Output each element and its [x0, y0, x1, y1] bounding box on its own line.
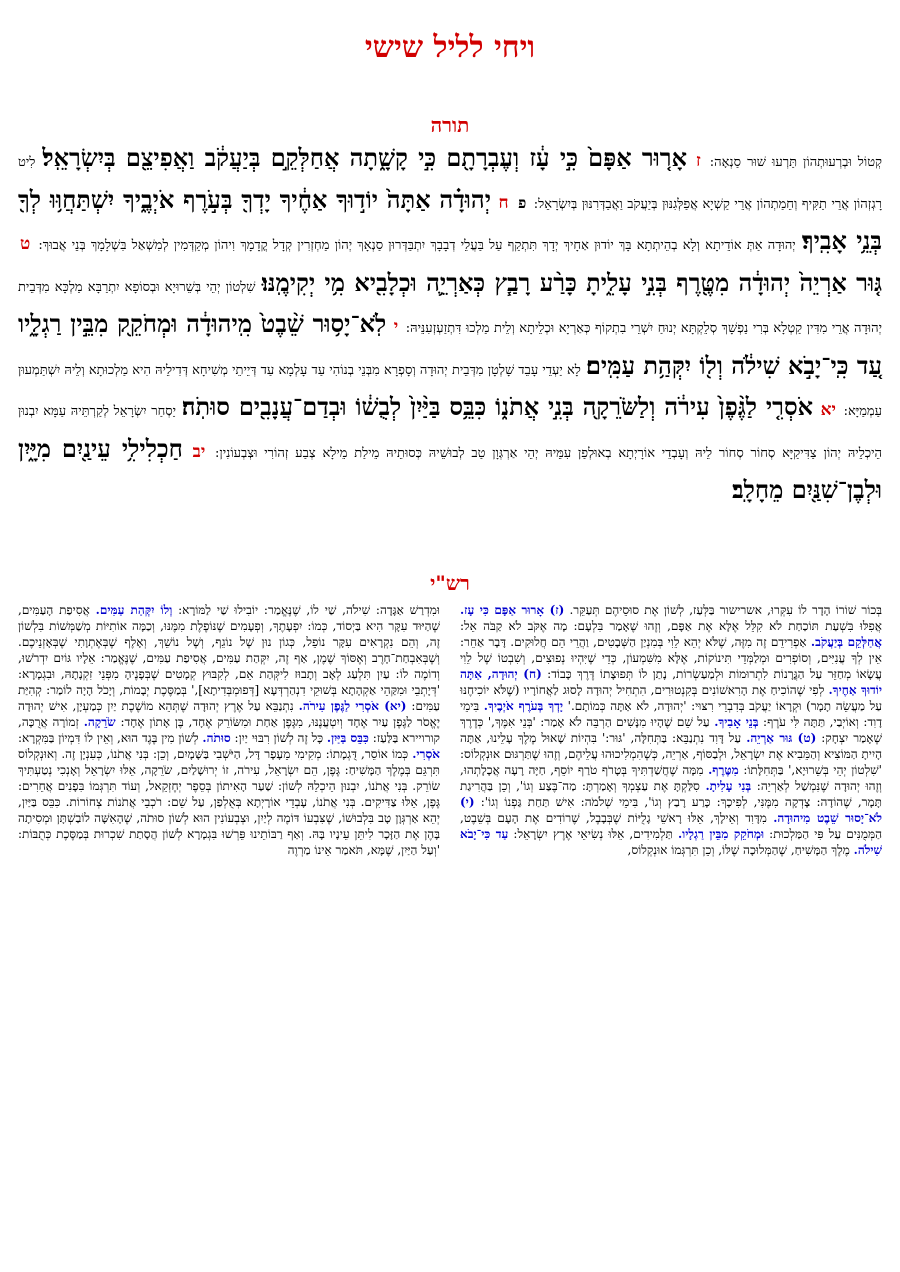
rashi-comment: סִלַּקְתָּ אֶת עַצְמְךָ וְאָמַרְתָּ: מַה־בֶּצַע וְגוֹ', וְכֵן בַּהֲרִיגַת תָּמָר, שֶׁהוֹדָה: צָדְקָה מִמֶּנִּי, לְפִיכָךְ: כָּרַע רָבַץ וְגוֹ', בִּימֵי שְׁלֹמֹה: אִישׁ תַּחַת גַּפְנוֹ וְגוֹ':: [460, 779, 882, 809]
rashi-commentary: [18, 602, 882, 1264]
rashi-comment: מֶלֶךְ הַמָּשִׁיחַ, שֶׁהַמְּלוּכָה שֶׁלּוֹ, וְכֵן תִּרְגְּמוֹ אוּנְקְלוֹס,: [627, 843, 850, 857]
rashi-comment: מִמָּה שֶׁחֲשַׁדְתִּיךָ בְּטָרֹף טֹרַף יוֹסֵף, חַיָּה רָעָה אֲכָלָתְהוּ, וְזֶהוּ יְהוּדָה שֶׁנִּמְשַׁל לְאַרְיֵה:: [460, 763, 882, 793]
torah-text: [18, 140, 882, 512]
rashi-heading-phrase: סוּתֹה.: [202, 731, 231, 745]
targum-text: קְטוֹל וּבְרְעוּתְהוֹן תַּרְעוּ שׁוּר סַנְאָה:: [709, 155, 883, 170]
rashi-comment: מִדָּוִד וְאֵילָךְ, אֵלּוּ רָאשֵׁי גָלֻיּוֹת שֶׁבְּבָבֶל, שֶׁרוֹדִים אֶת הָעָם בְּשֵׁבֶט, הַמְּמֻנִּים עַל פִּי הַמַּלְכוּת:: [460, 811, 882, 841]
rashi-heading-phrase: כִּבֵּס בַּיַּיִן.: [326, 731, 369, 745]
rashi-column-right: [460, 602, 882, 1264]
page-title: ויחי לליל שישי: [364, 30, 536, 65]
targum-text: שִׁלְטוֹן יְהֵי בְּשֵׁרוּיָא וּבְסוֹפָא יִתְרַבָּא מַלְכָּא מִדְּבֵית יְהוּדָה אֲרֵי מִדִּין קַטְלָא בְּרִי נַפְשָׁךְ סְלֵקְתָּא יְנוּחַ יִשְׁרֵי בִתְקוֹף כְּאַרְיָא וּכְלֵיתָא וְלֵית מַלְכוּ דִּתְזַעְזְעִנֵּיהּ:: [18, 279, 882, 336]
torah-heading: תורה: [430, 113, 470, 137]
rashi-comment: זְמוֹרָה אֲרֻכָּה, קורויירא בַּלַּעַז:: [18, 715, 440, 745]
rashi-comment: תַּלְמִידִים, אֵלּוּ נְשִׂיאֵי אֶרֶץ יִשְׂרָאֵל:: [513, 827, 673, 841]
verse-text: חַכְלִילִ֥י עֵינַ֖יִם מִיָּ֑יִן וּלְבֶן־שִׁנַּ֖יִם מֵחָלָֽב׃: [18, 433, 882, 504]
verse-number: יא: [820, 400, 837, 420]
rashi-column-left: [18, 602, 440, 1264]
rashi-comment: כְּמוֹ אוֹסֵר, דֻּגְמָתוֹ: מְקִימִי מֵעָפָר דָּל, הַיֹּשְׁבִי בַּשָּׁמָיִם, וְכֵן: בְּנִי אֲתֹנוֹ, כְּעִנְיָן זֶה. וְאוּנְקְלוֹס תִּרְגֵּם בְּמֶלֶךְ הַמָּשִׁיחַ: גֶּפֶן, הֵם יִשְׂרָאֵל, עִירֹה, זוֹ יְרוּשָׁלַיִם, שֹׂרֵקָה, אֵלּוּ יִשְׂרָאֵל וְאָנְכִי נְטַעְתִּיךְ שׂוֹרֵק. בְּנִי אֲתֹנוֹ, יִבְנוּן הֵיכְלֵהּ לְשׁוֹן: שַׁעַר הָאִיתוֹן בְּסֵפֶר יְחֶזְקֵאל, וְעוֹד תִּרְגְּמוֹ בִּפָנִים אֲחֵרִים: גֶּפֶן, אֵלּוּ צַדִּיקִים. בְּנִי אֲתֹנוֹ, עָבְדֵי אוֹרָיְתָא בְּאֻלְפַן, עַל שֵׁם: רֹכְבֵי אֲתֹנוֹת צְחוֹרוֹת. כִּבֵּס בַּיַּיִן, יְהֵא אַרְגְּוָן טָב בִּלְבוּשׁוֹ, שֶׁצִּבְעוֹ דּוֹמֶה לְיַיִן, וּצְבְעוֹנִין הוּא לְשׁוֹן סוּתֹה, שֶׁהָאִשָּׁה לוֹבַשְׁתָּן וּמְסִיתָה בָּהֶן אֶת הַזָּכָר לִיתֵּן עֵינָיו בָּהּ. וְאַף רַבּוֹתֵינוּ פֵּרְשׁוּ בִּגְמָרָא לְשׁוֹן הֲסָתַת שִׁכְרוּת בְּמַסֶּכֶת כְּתֻבּוֹת: 'וְעַל הַיַּיִן, שֶׁמָּא, תֹּאמַר אֵינוֹ מַרְוֶה: [18, 747, 440, 857]
rashi-heading-phrase: אֲחַלְּקֵם בְּיַעֲקֹב.: [810, 635, 882, 649]
verse-text: גּ֤וּר אַרְיֵה֙ יְהוּדָ֔ה מִטֶּ֖רֶף בְּנִ֣י עָלִ֑יתָ כָּרַ֨ע רָבַ֧ץ כְּאַרְיֵ֛ה וּכְלָבִ֖יא מִ֥י יְקִימֶֽנּוּ׃: [261, 267, 883, 297]
rashi-comment: נִתְנַבֵּא עַל אֶרֶץ יְהוּדָה שֶׁתְּהֵא מוֹשֶׁכֶת יַיִן כְּמַעְיָן, אִישׁ יְהוּדָה יֶאֱסֹר לַגֶּפֶן עַיִר אֶחָד וְיִטְעֲנֶנּוּ, מִגֶּפֶן אַחַת וּמִשּׂוֹרֵק אֶחָד, בֶּן אָתוֹן אֶחָד:: [18, 699, 440, 729]
verse-number: יב: [192, 441, 206, 462]
rashi-heading-phrase: (ח) יְהוּדָה, אַתָּה יוֹדוּךָ אַחֶיךָ.: [460, 667, 882, 697]
verse-number: ט: [20, 234, 31, 254]
rashi-comment: אַפְרִידֵם זֶה מִזֶּה, שֶׁלֹּא יְהֵא לֵוִי בְּמִנְיַן הַשְּׁבָטִים, וַהֲרֵי הֵם חֲלוּקִים. דָּבָר אַחֵר: אֵין לְךָ עֲנִיִּים, וְסוֹפְרִים וּמְלַמְּדֵי תִּינוֹקוֹת, אֶלָּא מִשִּׁמְעוֹן, כְּדֵי שֶׁיִּהְיוּ נְפוּצִים, וְשִׁבְטוֹ שֶׁל לֵוִי עֲשָׂאוֹ מְחַזֵּר עַל הַגֳּרָנוֹת לִתְרוּמוֹת וּלְמַעַשְׂרוֹת, נָתַן לוֹ תְּפוּצָתוֹ דֶּרֶךְ כָּבוֹד:: [460, 635, 882, 681]
rashi-comment: כָּל זֶה לְשׁוֹן רִבּוּי יַיִן:: [234, 731, 324, 745]
rashi-heading-phrase: (יא) אֹסְרִי לַגֶּפֶן עִירֹה.: [298, 699, 407, 713]
verse-text: אָר֤וּר אַפָּם֙ כִּ֣י עָ֔ז וְעֶבְרָתָ֖ם כִּ֣י קָשָׁ֑תָה אֲחַלְּקֵ֣ם בְּיַעֲקֹ֔ב וַאֲפִיצֵ֖ם בְּיִשְׂרָאֵֽל׃: [42, 143, 688, 172]
rashi-heading-phrase: בְּנִי עָלִיתָ.: [705, 779, 752, 793]
rashi-comment: בְּכוֹר שׁוֹרוֹ הָדָר לוֹ עִקְּרוּ, אשרישור בַּלְּעַז, לְשׁוֹן אֶת סוּסֵיהֶם תְּעַקֵּר.: [569, 603, 882, 617]
rashi-comment: עַל דָּוִד נִתְנַבֵּא: בַּתְּחִלָּה, 'גּוּר:' בִּהְיוֹת שָׁאוּל מֶלֶךְ עָלֵינוּ, אַתָּה הָיִיתָ הַמּוֹצִיא וְהַמֵּבִיא אֶת יִשְׂרָאֵל, וּלְבַסּוֹף, אַרְיֵה, כְּשֶׁהִמְלִיכוּהוּ עֲלֵיהֶם, וְזֶהוּ שֶׁתַּרְגּוּם אוּנְקְלוֹס: 'שִׁלְטוֹן יְהֵי בְּשֵׁרוּיָא,' בַּתְּחִלָּתוֹ:: [459, 731, 882, 777]
rashi-heading-phrase: יָדְךָ בְּעֹרֶף אֹיְבֶיךָ.: [483, 699, 564, 713]
rashi-heading-phrase: אֹסְרִי.: [412, 747, 440, 761]
rashi-heading-phrase: שֹׂרֵקָה.: [83, 715, 116, 729]
rashi-comment: וּמִדְרַשׁ אַגָּדָה: שִׁילֹה, שַׁי לוֹ, שֶׁנֶּאֱמַר: יוֹבִילוּ שַׁי לַמּוֹרָא:: [178, 603, 440, 617]
verse-number: ח: [498, 192, 509, 213]
rashi-comment: עַל שֵׁם שֶׁהָיוּ מִנָּשִׁים הַרְבֵּה לֹא אָמַר: 'בְּנֵי אִמֶּךָ,' כְּדֶרֶךְ שֶׁאָמַר יִצְחָק:: [460, 715, 882, 745]
rashi-comment: אֲסִיפַת הָעַמִּים, שֶׁהַיּוּד עִקָּר הִיא בַּיְסוֹד, כְּמוֹ: יִפְעָתֶךָ, וְפְעָמִים שֶׁנּוֹפֶלֶת מִמֶּנּוּ, וְכַמָּה אוֹתִיּוֹת מְשַׁמְּשׁוֹת בִּלְשׁוֹן זֶה, וְהֵם נִקְרָאִים עִקָּר נוֹפֵל, כְּגוֹן נוּן שֶׁל נוֹגֵף, וְשֶׁל נוֹשֵׁךְ, וְאָלֶף שֶׁבְּאֶתְוָתִי שֶׁבְּאָזְנֵיכֶם. וְשֶׁבְּאִבְחַת־חָרֶב וְאֶסּוֹךְ שֶׁמֶן, אַף זֶה, יִקְּהַת עַמִּים, אֲסִיפַת עַמִּים, שֶׁנֶּאֱמַר: אֵלָיו גּוֹיִם יִדְרֹשׁוּ, וְדוֹמֶה לוֹ: עַיִן תִּלְעַג לְאָב וְתָבוּז לִיקְּהַת אֵם, לְקִבּוּץ קְמָטִים שֶׁבְּפָנֶיהָ מִפְּנֵי זִקְנָתָהּ, וּבִגְמָרָא: 'דְּיָתְבֵי וּמִקַּהֵי אַקְהָתָא בְּשׁוּקֵי דִנְהַרְדְּעָא [דְּפוּמְבְּדִיתָא],' בְּמַסֶּכֶת יְבָמוֹת, וְיָכֹל הָיָה לוֹמַר: קְהִיַּת עַמִּים:: [18, 603, 440, 713]
targum-text: לִיט רָגְזְהוֹן אֲרֵי תַקִּיף וְחֵמַתְהוֹן אֲרֵי קַשְׁיָא אֲפַלְּגִנּוּן בְּיַעֲקֹב וַאֲבַדְּרִנּוּן בְּיִשְׂרָאֵל:: [18, 155, 883, 212]
parsha-marker: פ: [518, 193, 527, 212]
verse-text: יְהוּדָ֗ה אַתָּה֙ יוֹד֣וּךָ אַחֶ֔יךָ יָדְךָ֖ בְּעֹ֣רֶף אֹיְבֶ֑יךָ יִשְׁתַּחֲוּ֥וּ לְךָ֖ בְּנֵ֥י אָבִֽיךָ׃: [18, 184, 882, 255]
rashi-heading-phrase: (י) לֹא־יָסוּר שֵׁבֶט מִיהוּדָה.: [460, 795, 882, 825]
rashi-comment: בִּימֵי דָוִד: וְאוֹיְבַי, תַּתָּה לִּי עֹרֶף:: [460, 699, 882, 729]
rashi-heading-phrase: בְּנֵי אָבִיךָ.: [714, 715, 759, 729]
rashi-heading-phrase: עַד כִּי־יָבֹא שִׁילֹה.: [460, 827, 882, 857]
rashi-heading-phrase: מִטֶּרֶף.: [708, 763, 739, 777]
verse-text: לֹֽא־יָס֥וּר שֵׁ֨בֶט֙ מִֽיהוּדָ֔ה וּמְחֹקֵ֖ק מִבֵּ֣ין רַגְלָ֑יו עַ֚ד כִּֽי־יָבֹ֣א שִׁילֹ֔ה וְל֖וֹ יִקְּהַ֥ת עַמִּֽים׃: [18, 309, 882, 380]
rashi-comment: לְפִי שֶׁהוֹכִיחַ אֶת הָרִאשׁוֹנִים בְּקִנְטוּרִים, הִתְחִיל יְהוּדָה לָסוּג לַאֲחוֹרָיו (שֶׁלֹּא יוֹכִיחֶנּוּ עַל מַעֲשֵׂה תָמָר) וּקְרָאוֹ יַעֲקֹב בְּדִבְרֵי רִצּוּי: 'יְהוּדָה, לֹא אַתָּה כְּמוֹתָם.': [460, 683, 882, 713]
rashi-comment: אֲפִלּוּ בִּשְׁעַת תּוֹכַחַת לֹא קִלֵּל אֶלָּא אֶת אַפָּם, וְזֶהוּ שֶׁאָמַר בִּלְעָם: מָה אֶקֹּב לֹא קַבֹּה אֵל:: [460, 619, 882, 633]
rashi-heading: רש"י: [430, 571, 470, 595]
verse-number: ז: [696, 151, 701, 171]
rashi-heading-phrase: וְלוֹ יִקְּהַת עַמִּים.: [95, 603, 173, 617]
targum-text: לָא יַעְדֵי עָבֵד שָׁלְטָן מִדְּבֵית יְהוּדָה וְסָפְרָא מִבְּנֵי בְנוֹהִי עַד עָלְמָא עַד דְּיֵיתֵי מְשִׁיחָא דְּדִילֵיהּ הִיא מַלְכוּתָא וְלֵיהּ יִשְׁתַּמְעוּן עַמְמַיָּא:: [18, 362, 882, 419]
verse-number: י: [393, 317, 399, 337]
verse-text: אֹסְרִ֤י לַגֶּ֨פֶן֙ עִירֹ֔ה וְלַשֹּׂרֵקָ֖ה בְּנִ֣י אֲתֹנ֑וֹ כִּבֵּ֥ס בַּיַּ֨יִן֙ לְבֻשׁ֔וֹ וּבְדַם־עֲנָבִ֖ים סוּתֹֽה׃: [181, 392, 814, 421]
targum-text: יַסְחַר יִשְׂרָאֵל לְקַרְתֵּיהּ עַמָּא יִבְנוּן הֵיכְלֵיהּ יְהוֹן צַדִּיקַיָּא סְחוֹר סְחוֹר לֵיהּ וְעָבְדֵי אוֹרָיְתָא בְאוּלְפַן עִמֵּיהּ יְהֵי אַרְגְּוָן טַב לְבוּשֵׁיהּ כְּסוּתֵיהּ מֵילַת מֵילָא צְבַע זְהוֹרִי וּצְבְעוֹנִין:: [18, 404, 883, 461]
targum-text: יְהוּדָה אַתְּ אוֹדֵיתָא וְלָא בְהֵיתְתָא בָּךְ יוֹדוּן אַחָיךְ יְדָךְ תִּתְקַף עַל בַּעֲלֵי דְבָבָךְ יִתְבַּדְּרוּן סַנְאָךְ יְהוֹן מַחְזְרִין קְדָל קֳדָמָךְ וִיהוֹן מְקַדְּמִין לְמִשְׁאַל בִּשְׁלָמָךְ בְּנֵי אֲבוּךְ:: [38, 238, 796, 253]
rashi-heading-phrase: (ט) גּוּר אַרְיֵה.: [746, 731, 817, 745]
rashi-heading-phrase: וּמְחֹקֵק מִבֵּין רַגְלָיו.: [677, 827, 765, 841]
rashi-comment: לְשׁוֹן מִין בֶּגֶד הוּא, וְאֵין לוֹ דִּמְיוֹן בַּמִּקְרָא:: [18, 731, 199, 745]
rashi-heading-phrase: (ז) אָרוּר אַפָּם כִּי עָז.: [460, 603, 565, 617]
